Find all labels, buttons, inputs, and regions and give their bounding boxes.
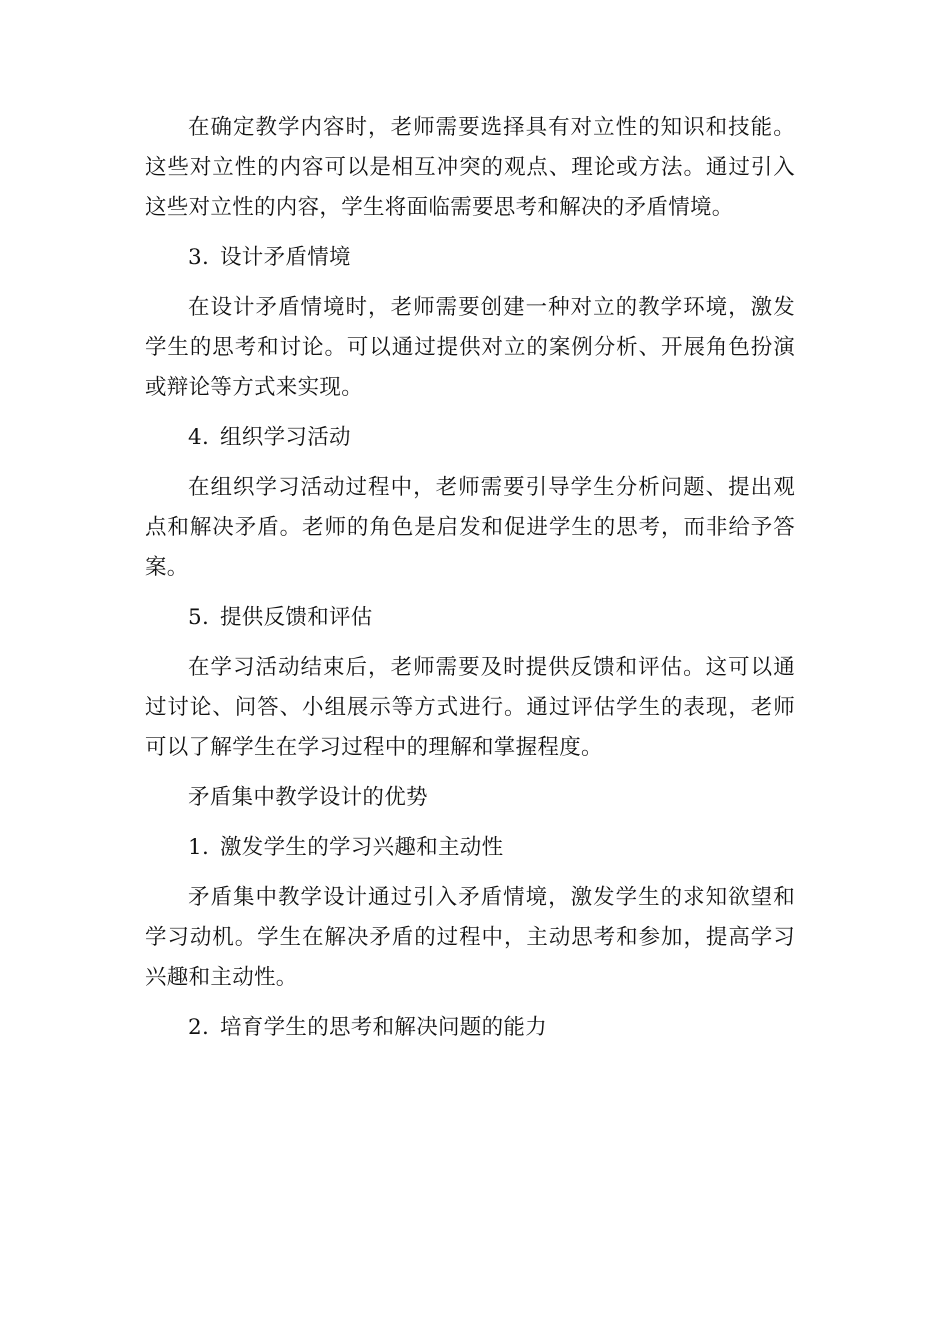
spacer bbox=[145, 998, 795, 1008]
heading-design-contradiction bbox=[145, 238, 795, 278]
spacer bbox=[145, 458, 795, 468]
heading-number: 3. bbox=[188, 245, 210, 270]
heading-text: 激发学生的学习兴趣和主动性 bbox=[220, 835, 504, 860]
spacer bbox=[145, 868, 795, 878]
heading-advantage-interest bbox=[145, 828, 795, 868]
spacer bbox=[145, 818, 795, 828]
spacer bbox=[145, 638, 795, 648]
heading-number: 4. bbox=[188, 425, 210, 450]
heading-organize-activities bbox=[145, 418, 795, 458]
heading-number: 1. bbox=[188, 835, 210, 860]
paragraph-feedback-evaluation: 在学习活动结束后，老师需要及时提供反馈和评估。这可以通过讨论、问答、小组展示等方式进行。通过评估学生的表现，老师可以了解学生在学习过程中的理解和掌握程度。 bbox=[145, 655, 795, 760]
heading-advantage-problem-solving bbox=[145, 1008, 795, 1048]
heading-feedback-evaluation bbox=[145, 598, 795, 638]
spacer bbox=[145, 768, 795, 778]
spacer bbox=[145, 228, 795, 238]
paragraph-design-contradiction: 在设计矛盾情境时，老师需要创建一种对立的教学环境，激发学生的思考和讨论。可以通过提供对立的案例分析、开展角色扮演或辩论等方式来实现。 bbox=[145, 295, 795, 400]
paragraph-organize-activities: 在组织学习活动过程中，老师需要引导学生分析问题、提出观点和解决矛盾。老师的角色是启发和促进学生的思考，而非给予答案。 bbox=[145, 475, 795, 580]
heading-text: 培育学生的思考和解决问题的能力 bbox=[220, 1015, 548, 1040]
spacer bbox=[145, 408, 795, 418]
heading-text: 提供反馈和评估 bbox=[220, 605, 373, 630]
heading-number: 5. bbox=[188, 605, 210, 630]
heading-text: 设计矛盾情境 bbox=[220, 245, 351, 270]
section-title-advantages: 矛盾集中教学设计的优势 bbox=[188, 785, 428, 810]
heading-number: 2. bbox=[188, 1015, 210, 1040]
heading-text: 组织学习活动 bbox=[220, 425, 351, 450]
spacer bbox=[145, 588, 795, 598]
document-body bbox=[145, 108, 795, 1048]
spacer bbox=[145, 278, 795, 288]
paragraph-advantage-interest: 矛盾集中教学设计通过引入矛盾情境，激发学生的求知欲望和学习动机。学生在解决矛盾的过程中，主动思考和参加，提高学习兴趣和主动性。 bbox=[145, 885, 795, 990]
paragraph-teaching-content: 在确定教学内容时，老师需要选择具有对立性的知识和技能。这些对立性的内容可以是相互冲突的观点、理论或方法。通过引入这些对立性的内容，学生将面临需要思考和解决的矛盾情境。 bbox=[145, 115, 795, 220]
